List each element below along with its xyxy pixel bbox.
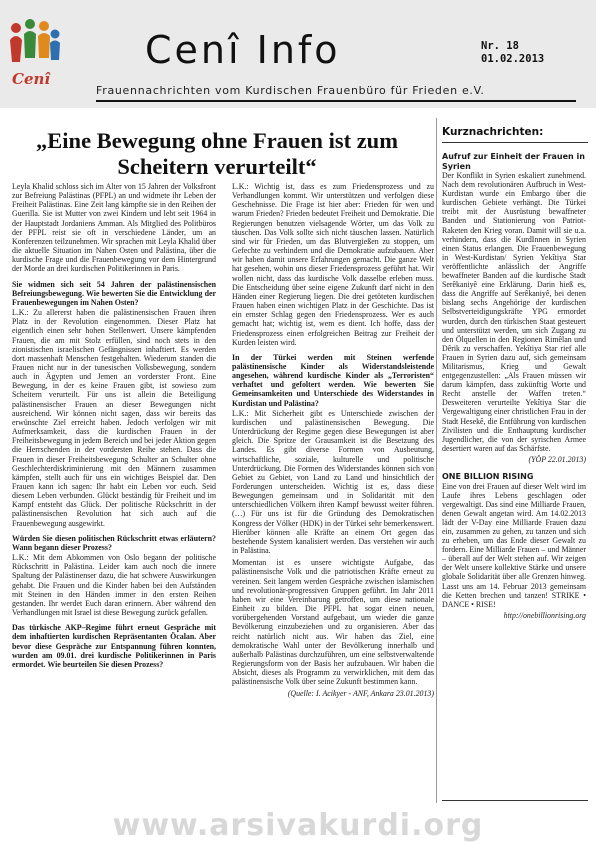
newsletter-subtitle: Frauennachrichten vom Kurdischen Frauenbüro für Frieden e.V. (96, 84, 485, 97)
issue-number: Nr. 18 (481, 40, 519, 52)
interview-question: Würden Sie diesen politischen Rückschritt etwas erläutern? Wann begann dieser Prozess? (12, 533, 216, 552)
article-title: „Eine Bewegung ohne Frauen ist zum Scheitern verurteilt“ (36, 128, 398, 179)
logo-text: Cenî (12, 70, 51, 88)
interview-question: Sie widmen sich seit 54 Jahren der palästinensischen Befreiungsbewegung. Wie bewerten Sie die Entwicklung der Frauenbewegungen im Nahen Osten? (12, 279, 216, 307)
article-paragraph: L.K.: Mit Sicherheit gibt es Unterschiede zwischen der kurdischen und palästinensischen Bewegung. Die Unterdrückung der Regime gegen diese Bewegungen ist aber gleich. Die Spritze der Grausamkeit ist die Besetzung des Landes. Es gibt diverse Formen von Ausbeutung, wirtschaftliche, soziale, kulturelle und politische Unterdrückung. Die Formen des Widerstandes können sich von Gebiet zu Gebiet, von Land zu Land und hinsichtlich der Forderungen unterscheiden. Wichtig ist es, dass diese Bewegungen gemeinsam und in Solidarität mit den unterschiedlichen Völkern ihren Kampf bewusst weiter führen. (…) Für uns ist für die Gründung des Demokratischen Kongress der Völker (HDK) in der Türkei sehr bemerkenswert. Hierüber können alle Kräfte an einem Ort gegen das bestehende System kanalisiert werden. Das verstehen wir auch in Palästina. (232, 408, 434, 556)
article-paragraph: L.K.: Zu allererst haben die palästinensischen Frauen ihren Platz in der Revolution eingenommen. Dieser Platz hat eigentlich einen sehr hohen Stellenwert. Unsere kämpfenden Frauen, die am mit Stolz erfüllen, sind noch stets in den zionistischen israelischen Gefängnissen inhaftiert. Es werden dort massenhaft Menschen festgehalten. Wiederum standen die Frauen nicht nur in der tunesischen Volksbewegung, sondern auch in Ägypten und Jemen an vorderster Front. Eine Bewegung, in der es keine Frauen gibt, ist sowieso zum Scheitern verurteilt. Für uns ist allein die Beteiligung palästinensischer Frauen an dieser Bewegungen nicht ausreichend. Wir können nicht sagen, dass wir bereits das erwünschte Ziel erreicht haben. Jedoch verfolgen wir mit Aufmerksamkeit, dass die kurdischen Frauen in der Freiheitsbewegung in jedem Bereich und bei jeder Aktion gegen die Herrschenden in der vordersten Reihe stehen. Dass die Frauen in dieser Freiheitsbewegung Schulter an Schulter ohne Geschlechterdiskriminierung mit den Männern zusammen kämpfen, stellt auch für uns ein wichtiges Beispiel dar. Den Frauen kann ich sagen: Ihr habt ein Leben vor euch. Seid diesem Leben verbunden. Glückt beständig für Freiheit und im Kampf entsteht das Glück. Der politische Rückschritt in der palästinensischen Revolution hat sich auch auf die Frauenbewegung ausgewirkt. (12, 308, 216, 528)
article-column-2 (232, 182, 434, 702)
sidebar-heading-underline (442, 142, 588, 143)
interview-question: Das türkische AKP–Regime führt erneut Gespräche mit dem inhaftierten kurdischen Repräsentanten Öcalan. Aber bevor diese Gespräche zur Entspannung führen konnten, wurden am 09.01. drei kurdische Politikerinnen in Paris ermordet. Wie beurteilen Sie diesen Prozess? (12, 623, 216, 669)
newsletter-title: Cenî Info (145, 28, 341, 72)
article-column-1 (12, 182, 216, 670)
issue-info (481, 40, 544, 66)
sidebar-heading: Kurznachrichten: (442, 126, 544, 138)
masthead (0, 0, 596, 110)
women-figures-logo-icon (6, 18, 62, 94)
news-item-source: (YÖP 22.01.2013) (528, 454, 586, 464)
news-item-link[interactable]: http://onebillionrising.org (503, 610, 586, 620)
header-divider (96, 100, 576, 102)
news-item-text: Eine von drei Frauen auf dieser Welt wird im Laufe ihres Lebens geschlagen oder vergewaltigt. Das sind eine Milliarde Frauen, denen Gewalt angetan wird. Am 14.02.2013 lädt der V-Day eine Milliarde Frauen dazu ein, zusammen zu gehen, zu tanzen und sich zu erheben, um das Ende dieser Gewalt zu fordern. Eine Milliarde Frauen – und Männer – überall auf der Welt stehen auf. Wir zeigen der Welt unsere kollektive Stärke und unsere globale Solidarität über alle Grenzen hinweg. Lasst uns am 14. Februar 2013 gemeinsam die Ketten brechen und tanzen! STRIKE • DANCE • RISE! (442, 481, 586, 609)
sidebar-divider (436, 118, 437, 803)
article-paragraph: L.K.: Mit dem Abkommen von Oslo begann der politische Rückschritt in Palästina. Leider kam auch noch die innere Spaltung der Palästinenser dazu, die hat schwere Auswirkungen gehabt. Die Frauen und die Kinder haben bei den Aufständen mit Steinen in den Händen immer in den ersten Reihen gestanden. Ihr werdet Euch daran erinnern. Aber während den Verhandlungen mit Israel ist diese Bewegung zurück gefallen. (12, 553, 216, 618)
news-item-title: ONE BILLION RISING (442, 472, 534, 481)
sidebar-bottom-rule (442, 800, 588, 801)
article-paragraph: Momentan ist es unsere wichtigste Aufgabe, das palästinensische Volk und die patriotischen Kräfte erneut zu vereinen. Seit langem werden Gespräche zwischen islamischen und revolutionär-progressiven Gruppen geführt. Im Jahr 2011 haben wir eine Vereinbarung getroffen, um diese nationale Einheit zu bilden. Die PFPL hat sogar einen neuen, vorübergehenden Vorstand aufgebaut, um wieder die ganze Bevölkerung einzubeziehen und zu organisieren. Aber das reicht natürlich nicht aus. Wir haben das Ziel, eine demokratische Wahl unter der Bevölkerung innerhalb und außerhalb Palästinas durchzuführen, um eine selbstverwaltende Regierungsform von der Basis her aufzubauen. Wir haben die Absicht, dieses als Programm zu verwirklichen, mit dem das palästinensische Volk über seine Zukunft bestimmen kann. (232, 558, 434, 687)
interview-question: In der Türkei werden mit Steinen werfende palästinensische Kinder als Widerstandsleistende angesehen, während kurdische Kinder als „Terroristen“ verhaftet und gefoltert werden. Wie bewerten Sie Gemeinsamkeiten und Unterschiede des Widerstandes in Kurdistan und Palästina? (232, 352, 434, 408)
watermark: www.arsivakurdi.org (112, 808, 484, 843)
news-item-text: Der Konflikt in Syrien eskaliert zunehmend. Nach dem revolutionären Aufbruch in West-Kurdistan wurde ein Embargo über die kurdischen Gebiete verhängt. Die Türkei treibt mit der Ausrüstung bewaffneter Banden und Stationierung von Patriot-Raketen den Krieg voran. Damit will sie u.a. verhindern, dass die KurdInnen in Syrien einen Status erlangen. Die Frauenbewegung in West-Kurdistan/ Syrien Yekîtiya Star veröffentlichte anlässlich der Angriffe bewaffneter Banden auf die kurdische Stadt Serêkaniyê eine Erklärung. Darin hieß es, dass die Angriffe auf Serêkaniyê, bei denen bislang sechs Angehörige der kurdischen Selbstverteidigungskräfte YPG ermordet wurden, durch den türkischen Staat gesteuert und unterstützt werden, um sich Zugang zu den Ölquellen in den Regionen Rimêlan und Dêrik zu verschaffen. Yekîtiya Star rief alle Frauen in Syrien dazu auf, sich gemeinsam Militarismus, Krieg und Gewalt entgegenzustellen: „Als Frauen müssen wir darum kämpfen, dass zukünftig Worte und Recht anstelle der Waffen treten.“ Desweiteren verurteilte Yekîtiya Star die Vergewaltigung einer christlichen Frau in der Stadt Hesekê, die Entführung von kurdischen Zivilisten und die Enthauptung kurdischer Jugendlicher, die von der syrischen Armee desertiert waren auf das Schärfste. (442, 171, 586, 453)
article-paragraph: Leyla Khalid schloss sich im Alter von 15 Jahren der Volksfront zur Befreiung Palästinas (PFPL) an und widmete ihr Leben der Freiheit Palästinas. Eine Zeit lang kämpfte sie in den Reihen der Guerilla. Sie ist Mutter von zwei Kindern und lebt seit 1964 in der Hauptstadt Jordaniens Amman. Als Mitglied des Politbüros der PFPL reist sie oft in verschiedene Länder, um an Konferenzen teilzunehmen. Wir sprachen mit Leyla Khalid über die aktuelle Situation im Nahen Osten und Palästina, über die kurdische Frage und die Frauenbewegung vor dem Hintergrund der Morde an drei kurdischen Politikerinnen in Paris. (12, 182, 216, 274)
issue-date: 01.02.2013 (481, 53, 545, 65)
news-sidebar (442, 152, 586, 622)
article-paragraph: L.K.: Wichtig ist, dass es zum Friedensprozess und zu Verhandlungen kommt. Wir unterstützen und verfolgen diese Geschehnisse. Die Frage ist hier aber: Frieden für wen und warum Frieden? Frieden bedeutet Freiheit und Demokratie. Die Regierungen benutzen vielsagende Wörter, um das Volk zu täuschen. Das Volk sollte sich nicht täuschen lassen. Natürlich sind wir für Frieden, um das Blutvergießen zu stoppen, um Gefechte zu verhindern und die Demokratie aufzubauen. Aber wir haben damit unsere Erfahrungen gemacht. Die ganze Welt hat gesehen, wohin uns dieser Friedensprozess geführt hat. Wir wollen nicht, dass das kurdische Volk dasselbe erleben muss. Die Entscheidung über seine eigene Zukunft darf nicht in den Händen einer Regierung liegen. Die drei getöteten kurdischen Frauen haben einen wichtigen Platz in der Geschichte. Das ist ein ernster Schlag gegen den Friedensprozess. Wer es auch gemacht hat; wichtig ist, wem es dient. Ich hoffe, dass der Friedensprozess einen erfolgreichen Beitrag zur Freiheit der Kurden leisten wird. (232, 182, 434, 347)
article-source: (Quelle: I. Acikyer - ANF, Ankara 23.01.2013) (287, 689, 434, 699)
news-item-title: Aufruf zur Einheit der Frauen in Syrien (442, 152, 585, 171)
